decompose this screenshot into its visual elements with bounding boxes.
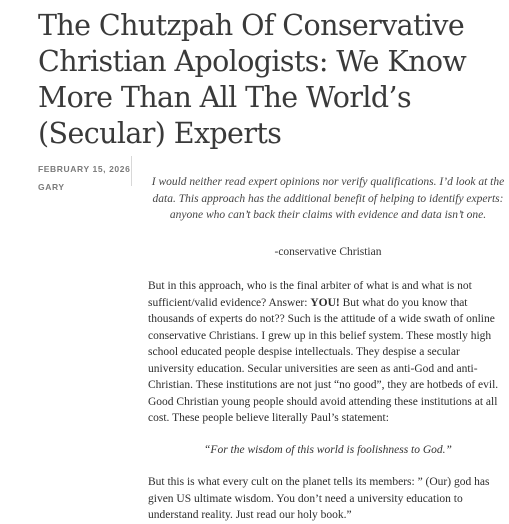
body-paragraph [148,278,508,427]
article-title: The Chutzpah Of Conservative Christian Apologists: We Know More Than All The World’s (Secular) Experts [38,9,467,150]
post-author[interactable]: GARY [38,182,65,192]
scripture-quote: “For the wisdom of this world is foolishness to God.” [204,443,452,456]
quote-attribution: -conservative Christian [274,245,382,258]
emphasis-text: YOU! [310,296,340,309]
block-quote: I would neither read expert opinions nor verify qualifications. I’d look at the data. This approach has the additional benefit of helping to identify experts: anyone who can’t back their claims with evidence and data isn’t one. [151,176,505,221]
paragraph-text-continued: But what do you know that thousands of experts do not?? Such is the attitude of a wide swath of online conservative Christians. I grew up in this belief system. These mostly high school educated people despise intellectuals. They despise a secular university education. Secular universities are seen as anti-God and anti-Christian. These institutions are not just “no good”, they are hotbeds of evil. Good Christian young people should avoid attending these institutions at all cost. These people believe literally Paul’s statement: [148,296,499,424]
post-date[interactable]: FEBRUARY 15, 2026 [38,164,131,174]
body-paragraph-2: But this is what every cult on the planet tells its members: ” (Our) god has given US ultimate wisdom. You don’t need a university education to understand reality. Just read our holy book.” [148,476,490,521]
post-meta [38,160,130,196]
article-body [148,174,508,524]
paragraph-text: But in this approach, who is the final arbiter of what is and what is not sufficient/valid evidence? Answer: [148,280,472,309]
meta-divider [131,156,132,186]
